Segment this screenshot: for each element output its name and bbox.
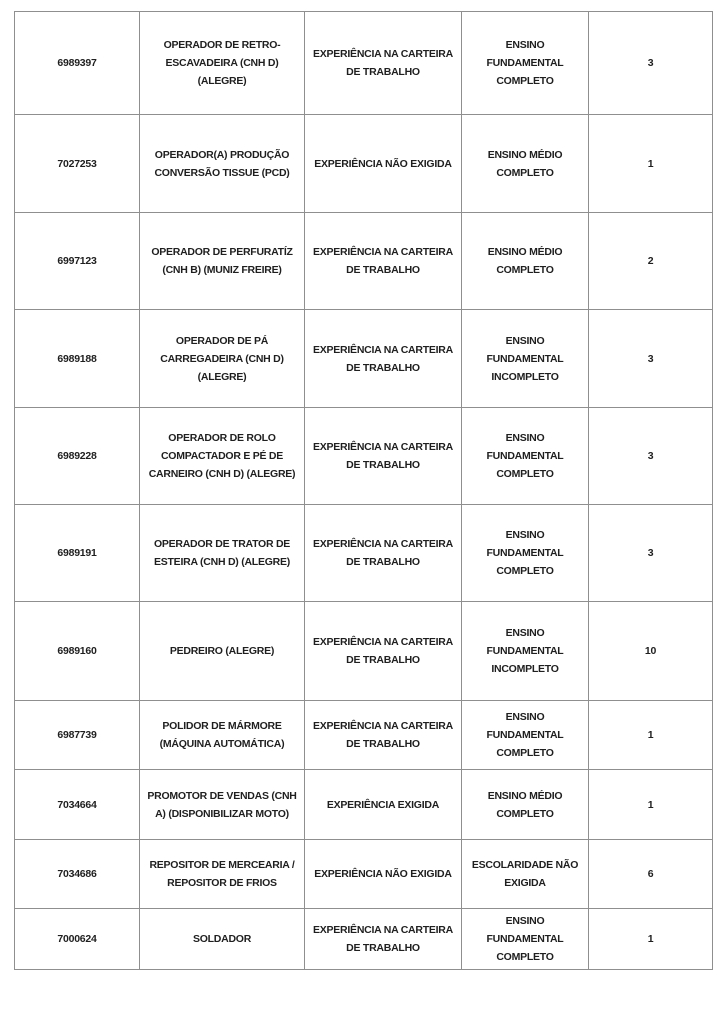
experience-requirement-cell: EXPERIÊNCIA NA CARTEIRA DE TRABALHO	[305, 701, 462, 770]
education-requirement-cell: ENSINO FUNDAMENTAL COMPLETO	[462, 505, 589, 602]
openings-count-cell: 1	[589, 115, 713, 213]
vacancies-table	[14, 11, 713, 970]
vacancy-id-cell: 6989228	[15, 408, 140, 505]
table-row	[15, 840, 713, 909]
openings-count-cell: 3	[589, 505, 713, 602]
position-title-cell: PEDREIRO (ALEGRE)	[140, 602, 305, 701]
vacancy-id-cell: 6989397	[15, 12, 140, 115]
experience-requirement-cell: EXPERIÊNCIA NA CARTEIRA DE TRABALHO	[305, 213, 462, 310]
openings-count-cell: 10	[589, 602, 713, 701]
table-row	[15, 213, 713, 310]
position-title-cell: OPERADOR DE RETRO-ESCAVADEIRA (CNH D) (ALEGRE)	[140, 12, 305, 115]
position-title-cell: OPERADOR DE PÁ CARREGADEIRA (CNH D) (ALEGRE)	[140, 310, 305, 408]
experience-requirement-cell: EXPERIÊNCIA EXIGIDA	[305, 770, 462, 840]
education-requirement-cell: ENSINO FUNDAMENTAL INCOMPLETO	[462, 602, 589, 701]
vacancy-id-cell: 6989191	[15, 505, 140, 602]
education-requirement-cell: ENSINO MÉDIO COMPLETO	[462, 770, 589, 840]
position-title-cell: OPERADOR DE ROLO COMPACTADOR E PÉ DE CARNEIRO (CNH D) (ALEGRE)	[140, 408, 305, 505]
position-title-cell: POLIDOR DE MÁRMORE (MÁQUINA AUTOMÁTICA)	[140, 701, 305, 770]
openings-count-cell: 1	[589, 909, 713, 970]
position-title-cell: OPERADOR DE PERFURATÍZ (CNH B) (MUNIZ FREIRE)	[140, 213, 305, 310]
table-row	[15, 115, 713, 213]
education-requirement-cell: ESCOLARIDADE NÃO EXIGIDA	[462, 840, 589, 909]
vacancy-id-cell: 7034686	[15, 840, 140, 909]
table-row	[15, 602, 713, 701]
education-requirement-cell: ENSINO FUNDAMENTAL COMPLETO	[462, 408, 589, 505]
vacancy-id-cell: 6987739	[15, 701, 140, 770]
experience-requirement-cell: EXPERIÊNCIA NA CARTEIRA DE TRABALHO	[305, 505, 462, 602]
table-row	[15, 12, 713, 115]
vacancy-id-cell: 7000624	[15, 909, 140, 970]
position-title-cell: PROMOTOR DE VENDAS (CNH A) (DISPONIBILIZAR MOTO)	[140, 770, 305, 840]
openings-count-cell: 3	[589, 310, 713, 408]
vacancy-id-cell: 6989188	[15, 310, 140, 408]
experience-requirement-cell: EXPERIÊNCIA NA CARTEIRA DE TRABALHO	[305, 602, 462, 701]
table-row	[15, 310, 713, 408]
table-row	[15, 505, 713, 602]
experience-requirement-cell: EXPERIÊNCIA NA CARTEIRA DE TRABALHO	[305, 310, 462, 408]
openings-count-cell: 3	[589, 12, 713, 115]
experience-requirement-cell: EXPERIÊNCIA NA CARTEIRA DE TRABALHO	[305, 12, 462, 115]
table-row	[15, 701, 713, 770]
education-requirement-cell: ENSINO FUNDAMENTAL COMPLETO	[462, 701, 589, 770]
vacancy-id-cell: 7034664	[15, 770, 140, 840]
openings-count-cell: 1	[589, 770, 713, 840]
openings-count-cell: 2	[589, 213, 713, 310]
experience-requirement-cell: EXPERIÊNCIA NA CARTEIRA DE TRABALHO	[305, 408, 462, 505]
education-requirement-cell: ENSINO FUNDAMENTAL INCOMPLETO	[462, 310, 589, 408]
education-requirement-cell: ENSINO FUNDAMENTAL COMPLETO	[462, 12, 589, 115]
experience-requirement-cell: EXPERIÊNCIA NÃO EXIGIDA	[305, 840, 462, 909]
openings-count-cell: 1	[589, 701, 713, 770]
education-requirement-cell: ENSINO MÉDIO COMPLETO	[462, 115, 589, 213]
position-title-cell: REPOSITOR DE MERCEARIA / REPOSITOR DE FRIOS	[140, 840, 305, 909]
education-requirement-cell: ENSINO FUNDAMENTAL COMPLETO	[462, 909, 589, 970]
vacancy-id-cell: 6989160	[15, 602, 140, 701]
vacancy-id-cell: 7027253	[15, 115, 140, 213]
vacancy-id-cell: 6997123	[15, 213, 140, 310]
table-row	[15, 408, 713, 505]
experience-requirement-cell: EXPERIÊNCIA NA CARTEIRA DE TRABALHO	[305, 909, 462, 970]
experience-requirement-cell: EXPERIÊNCIA NÃO EXIGIDA	[305, 115, 462, 213]
position-title-cell: OPERADOR DE TRATOR DE ESTEIRA (CNH D) (ALEGRE)	[140, 505, 305, 602]
table-row	[15, 770, 713, 840]
position-title-cell: OPERADOR(A) PRODUÇÃO CONVERSÃO TISSUE (PCD)	[140, 115, 305, 213]
openings-count-cell: 3	[589, 408, 713, 505]
position-title-cell: SOLDADOR	[140, 909, 305, 970]
openings-count-cell: 6	[589, 840, 713, 909]
education-requirement-cell: ENSINO MÉDIO COMPLETO	[462, 213, 589, 310]
table-row	[15, 909, 713, 970]
